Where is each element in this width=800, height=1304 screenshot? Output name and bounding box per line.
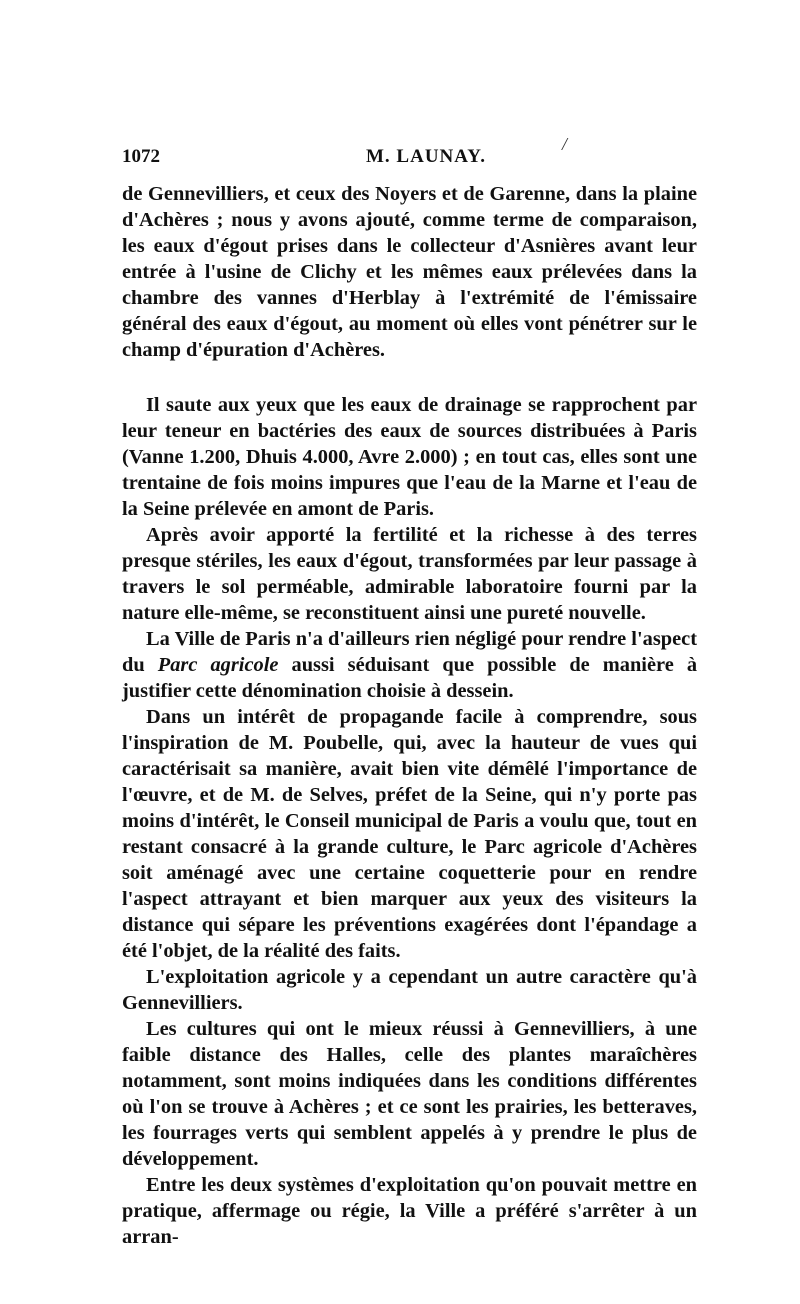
paragraph-propaganda: Dans un intérêt de propagande facile à comprendre, sous l'inspiration de M. Poubelle, qui, avec la hauteur de vues qui caractérisait sa manière, avait bien vite démêlé l'importance de l'œuvre, et de M. de Selves, préfet de la Seine, qui n'y porte pas moins d'intérêt, le Conseil municipal de Paris a voulu que, tout en restant consacré à la grande culture, le Parc agricole d'Achères soit aménagé avec une certaine coquetterie pour en rendre l'aspect attrayant et bien marquer aux yeux des visiteurs la distance qui sépare les préventions exagérées dont l'épandage a été l'objet, de la réalité des faits. (122, 706, 697, 962)
paragraph-systems: Entre les deux systèmes d'exploitation qu'on pouvait mettre en pratique, affermage ou régie, la Ville a préféré s'arrêter à un arran- (122, 1174, 697, 1248)
parc-agricole-emphasis: Parc agricole (157, 654, 279, 676)
paragraph-exploitation: L'exploitation agricole y a cependant un autre caractère qu'à Gennevilliers. (122, 966, 697, 1014)
paragraph-parc-agricole (122, 626, 697, 704)
margin-mark: / (562, 134, 568, 154)
running-head: M. LAUNAY. (366, 146, 486, 167)
parc-text-after: aussi séduisant que possible de manière à justifier cette dénomination choisie à dessein. (122, 654, 698, 702)
paragraph-fertility: Après avoir apporté la fertilité et la richesse à des terres presque stériles, les eaux d'égout, transformées par leur passage à travers le sol perméable, admirable laboratoire fourni par la nature elle-même, se reconstituent ainsi une pureté nouvelle. (122, 524, 697, 624)
paragraph-continuation: de Gennevilliers, et ceux des Noyers et de Garenne, dans la plaine d'Achères ; nous y avons ajouté, comme terme de comparaison, les eaux d'égout prises dans le collecteur d'Asnières avant leur entrée à l'usine de Clichy et les mêmes eaux prélevées dans la chambre des vannes d'Herblay à l'extrémité de l'émissaire général des eaux d'égout, au moment où elles vont pénétrer sur le champ d'épuration d'Achères. (122, 183, 697, 361)
page-number: 1072 (122, 146, 160, 167)
paragraph-cultures: Les cultures qui ont le mieux réussi à Gennevilliers, à une faible distance des Halles, celle des plantes maraîchères notamment, sont moins indiquées dans les conditions différentes où l'on se trouve à Achères ; et ce sont les prairies, les betteraves, les fourrages verts qui semblent appelés à y prendre le plus de développement. (122, 1018, 697, 1170)
parc-text-before: La Ville de Paris n'a d'ailleurs rien négligé pour rendre l'aspect du (122, 628, 697, 676)
page-header (122, 134, 577, 172)
paragraph-drainage-bacteria: Il saute aux yeux que les eaux de drainage se rapprochent par leur teneur en bactéries des eaux de sources distribuées à Paris (Vanne 1.200, Dhuis 4.000, Avre 2.000) ; en tout cas, elles sont une trentaine de fois moins impures que l'eau de la Marne et l'eau de la Seine prélevée en amont de Paris. (122, 394, 697, 520)
body-text (122, 181, 697, 1250)
